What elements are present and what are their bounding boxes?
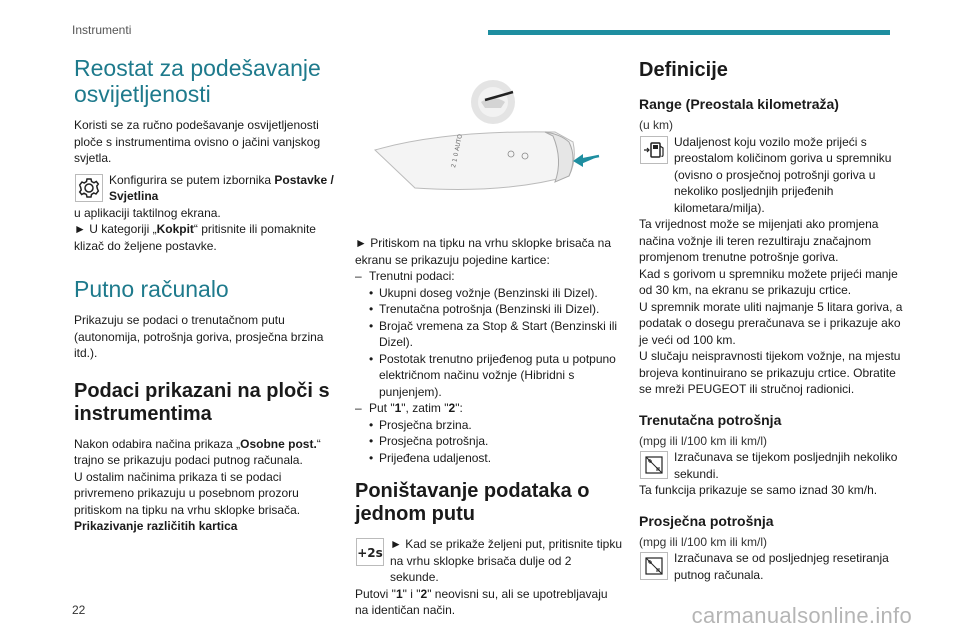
reset-title: Poništavanje podataka o jednom putu — [355, 480, 590, 525]
reset-row — [355, 536, 623, 586]
reostat-instruction — [74, 221, 336, 254]
list-item — [355, 400, 623, 466]
reostat-title: Reostat za podešavanje osvijetljenosti — [74, 55, 321, 107]
trenutacna-text-1: Izračunava se tijekom posljednjih nekoliko sekundi. — [674, 450, 898, 481]
range-text-2: Ta vrijednost može se mijenjati ako promjena načina vožnje ili teren rezultiraju značajnom promjenom trenutne potrošnje goriva. — [639, 217, 879, 264]
section-header: Instrumenti — [72, 23, 132, 37]
svg-text:2 1 0 AUTO: 2 1 0 AUTO — [450, 133, 465, 169]
trip-1-label: 1 — [394, 401, 402, 415]
list2-post: ": — [455, 401, 463, 415]
plus-2s-icon — [355, 537, 385, 567]
reset-text-1: ► Kad se prikaže željeni put, pritisnite tipku na vrhu sklopke brisača dulje od 2 sekunde. — [390, 537, 622, 584]
podaci-text-1 — [74, 436, 336, 469]
reset-trip-1: 1 — [395, 586, 403, 601]
trip-data-list — [369, 417, 623, 467]
definitions-title: Definicije — [639, 59, 728, 81]
reset-text-2 — [355, 586, 623, 619]
putno-text: Prikazuju se podaci o trenutačnom putu (autonomija, potrošnja goriva, prosječna brzina itd.). — [74, 313, 324, 360]
reostat-kokpit: Kokpit — [156, 222, 194, 236]
reostat-config-pre: Konfigurira se putem izbornika — [109, 172, 275, 187]
reostat-menu-path: Postavke / Svjetlina — [109, 172, 334, 203]
podaci-p1-pre: Nakon odabira načina prikaza „ — [74, 436, 241, 451]
podaci-text-2: U ostalim načinima prikaza ti se podaci privremeno prikazuju u posebnom prozoru pritiskom na tipku na vrhu sklopke brisača. — [74, 469, 301, 517]
trenutacna-row — [639, 449, 907, 482]
reostat-text: Koristi se za ručno podešavanje osvijetljenosti ploče s instrumentima ovisno o jačini vanjskog svjetla. — [74, 118, 321, 165]
column-middle — [355, 70, 623, 619]
gear-touch-icon — [74, 173, 104, 203]
current-data-list — [369, 285, 623, 401]
podaci-osobne: Osobne post. — [240, 436, 317, 451]
list-item: • Prosječna brzina. — [369, 417, 623, 434]
range-text-3: Kad s gorivom u spremniku možete prijeći manje od 30 km, na ekranu se prikazuju crtice. — [639, 266, 898, 297]
reostat-config-text — [109, 172, 336, 205]
reostat-config-row — [74, 172, 336, 205]
wiper-stalk — [375, 132, 574, 190]
reset-p2-pre: Putovi " — [355, 586, 396, 601]
prosjecna-unit: (mpg ili l/100 km ili km/l) — [639, 534, 768, 549]
prosjecna-title: Prosječna potrošnja — [639, 512, 774, 529]
podaci-p1-post: “ trajno se prikazuju podaci putnog računala. — [74, 436, 321, 467]
list-item: • Brojač vremena za Stop & Start (Benzinski ili Dizel). — [369, 318, 623, 351]
list-item: • Prijeđena udaljenost. — [369, 450, 623, 467]
range-unit: (u km) — [639, 118, 673, 132]
range-row — [639, 134, 907, 217]
list-item — [355, 268, 623, 400]
list-item: • Postotak trenutno prijeđenog puta u potpuno električnom načinu vožnje (Hibridni s punjenjem). — [369, 351, 623, 401]
calculator-icon — [639, 551, 669, 581]
trip-2-label: 2 — [448, 401, 456, 415]
prosjecna-row — [639, 550, 907, 583]
list1-head: Trenutni podaci: — [369, 269, 455, 283]
fuel-pump-icon — [639, 135, 669, 165]
reostat-config-cont: u aplikaciji taktilnog ekrana. — [74, 205, 221, 220]
trenutacna-unit: (mpg ili l/100 km ili km/l) — [639, 433, 768, 448]
header-accent-bar — [488, 30, 890, 35]
reostat-instr-pre: ► U kategoriji „ — [74, 222, 157, 236]
podaci-cards-heading: Prikazivanje različitih kartica — [74, 519, 238, 533]
range-title: Range (Preostala kilometraža) — [639, 96, 839, 112]
plus-2s-text: +2s — [357, 546, 383, 560]
range-text-5: U slučaju neispravnosti tijekom vožnje, na mjestu brojeva kontinuirano se prikazuju crtice. Obratite se mreži PEUGEOT ili stručnoj radionici. — [639, 349, 901, 396]
list2-pre: Put " — [369, 401, 395, 415]
column-left — [74, 55, 336, 535]
page-number: 22 — [72, 603, 86, 617]
reset-p2-post: " neovisni su, ali se upotrebljavaju na identičan način. — [355, 586, 608, 617]
prosjecna-text-1: Izračunava se od posljednjeg resetiranja putnog računala. — [674, 551, 889, 582]
list-item: • Trenutačna potrošnja (Benzinski ili Dizel). — [369, 301, 623, 318]
list-item: • Prosječna potrošnja. — [369, 433, 623, 450]
trenutacna-text-2: Ta funkcija prikazuje se samo iznad 30 km/h. — [639, 483, 878, 497]
wiper-stalk-illustration — [355, 70, 623, 218]
reset-p2-mid: " i " — [402, 586, 421, 601]
cards-list — [355, 268, 623, 466]
cards-intro: ► Pritiskom na tipku na vrhu sklopke brisača na ekranu se prikazuju pojedine kartice: — [355, 236, 611, 267]
podaci-title: Podaci prikazani na ploči s instrumentima — [74, 379, 330, 425]
reostat-instr-post: “ pritisnite ili pomaknite klizač do željene postavke. — [74, 222, 316, 253]
trenutacna-title: Trenutačna potrošnja — [639, 411, 782, 428]
steering-wheel-icon — [471, 80, 515, 124]
list2-mid: ", zatim " — [401, 401, 449, 415]
column-right — [639, 55, 907, 583]
reset-trip-2: 2 — [420, 586, 428, 601]
calculator-icon — [639, 450, 669, 480]
putno-title: Putno računalo — [74, 276, 229, 302]
press-arrow-icon — [573, 154, 599, 167]
watermark: carmanualsonline.info — [691, 603, 912, 628]
list-item: • Ukupni doseg vožnje (Benzinski ili Dizel). — [369, 285, 623, 302]
range-text-1: Udaljenost koju vozilo može prijeći s preostalom količinom goriva u spremniku (ovisno o prosječnoj potrošnji goriva u nekoliko posljednjih prijeđenih kilometara/milja). — [674, 134, 892, 215]
range-text-4: U spremnik morate uliti najmanje 5 litara goriva, a podatak o dosegu preračunava se i prikazuje ako je veći od 100 km. — [639, 299, 903, 347]
